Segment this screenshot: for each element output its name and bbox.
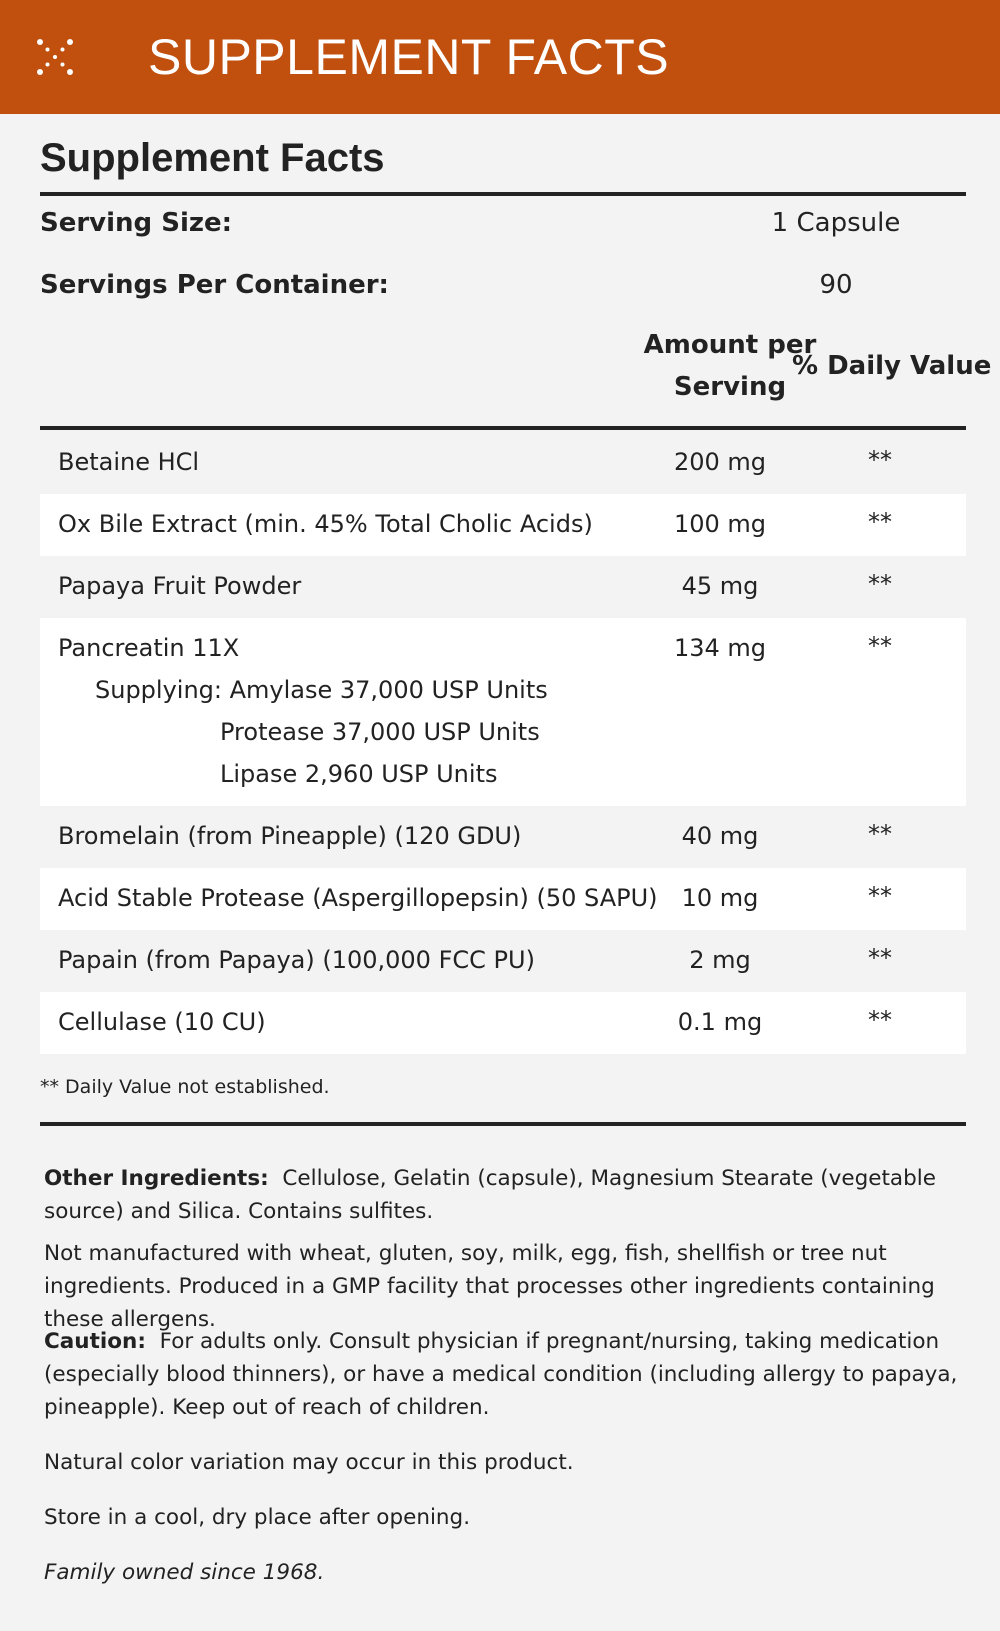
divider-header	[40, 426, 966, 430]
ingredient-daily-value: **	[868, 882, 892, 910]
caution-label: Caution:	[44, 1329, 146, 1354]
table-row	[40, 618, 966, 806]
ingredient-name: Papain (from Papaya) (100,000 FCC PU)	[58, 946, 535, 974]
ingredient-amount: 2 mg	[689, 946, 751, 974]
table-row	[40, 868, 966, 930]
servings-per-container-value: 90	[819, 270, 853, 300]
pancreatin-sub-amylase: Supplying: Amylase 37,000 USP Units	[95, 676, 548, 704]
column-header-amount-line2: Serving	[673, 372, 787, 402]
ingredient-name: Ox Bile Extract (min. 45% Total Cholic Acids)	[58, 510, 593, 538]
other-ingredients-label: Other Ingredients:	[44, 1166, 269, 1191]
other-ingredients	[44, 1162, 964, 1228]
color-variation-note: Natural color variation may occur in this product.	[44, 1450, 574, 1475]
table-row	[40, 930, 966, 992]
allergen-statement: Not manufactured with wheat, gluten, soy, milk, egg, fish, shellfish or tree nut ingredients. Produced in a GMP facility that processes other ingredients containing these allergens.	[44, 1241, 935, 1332]
ingredient-amount: 100 mg	[673, 510, 767, 538]
storage-note: Store in a cool, dry place after opening.	[44, 1505, 471, 1530]
header-bar	[0, 0, 1000, 114]
ingredient-name: Betaine HCl	[58, 448, 200, 476]
ingredient-name: Acid Stable Protease (Aspergillopepsin) (50 SAPU)	[58, 884, 658, 912]
pancreatin-sub-protease: Protease 37,000 USP Units	[220, 718, 540, 746]
ingredient-amount: 45 mg	[681, 572, 759, 600]
column-header-daily-value: % Daily Value	[792, 351, 992, 381]
daily-value-footnote: ** Daily Value not established.	[40, 1076, 330, 1098]
table-row	[40, 494, 966, 556]
table-row	[40, 556, 966, 618]
divider-bottom	[40, 1122, 966, 1126]
table-row	[40, 806, 966, 868]
caution-text: For adults only. Consult physician if pregnant/nursing, taking medication (especially blood thinners), or have a medical condition (including allergy to papaya, pineapple). Keep out of reach of children.	[44, 1329, 958, 1420]
ingredient-daily-value: **	[868, 508, 892, 536]
table-row	[40, 432, 966, 494]
ingredient-daily-value: **	[868, 570, 892, 598]
ingredient-daily-value: **	[868, 1006, 892, 1034]
pancreatin-sub-lipase: Lipase 2,960 USP Units	[220, 760, 498, 788]
divider-top	[40, 192, 966, 196]
ingredient-daily-value: **	[868, 944, 892, 972]
ingredient-name: Papaya Fruit Powder	[58, 572, 302, 600]
ingredient-daily-value: **	[868, 446, 892, 474]
serving-size-label: Serving Size:	[40, 208, 233, 238]
ingredient-name: Bromelain (from Pineapple) (120 GDU)	[58, 822, 522, 850]
ingredient-amount: 134 mg	[673, 634, 767, 662]
other-ingredients-text: Cellulose, Gelatin (capsule), Magnesium Stearate (vegetable source) and Silica. Contains sulfites.	[44, 1166, 936, 1224]
column-header-amount-line1: Amount per	[643, 330, 817, 360]
serving-size-value: 1 Capsule	[771, 208, 901, 238]
facts-title: Supplement Facts	[40, 136, 385, 180]
ingredient-amount: 200 mg	[673, 448, 767, 476]
ingredient-daily-value: **	[868, 820, 892, 848]
ingredient-daily-value: **	[868, 632, 892, 660]
caution-statement	[44, 1325, 964, 1424]
ingredient-amount: 10 mg	[681, 884, 759, 912]
ingredient-name: Pancreatin 11X	[58, 634, 240, 662]
header-title: SUPPLEMENT FACTS	[148, 29, 670, 85]
ingredient-name: Cellulase (10 CU)	[58, 1008, 266, 1036]
table-row	[40, 992, 966, 1054]
family-owned-note: Family owned since 1968.	[44, 1560, 325, 1585]
servings-per-container-label: Servings Per Container:	[40, 270, 389, 300]
sparkle-cross-icon	[36, 38, 74, 76]
ingredient-amount: 0.1 mg	[677, 1008, 763, 1036]
ingredient-amount: 40 mg	[681, 822, 759, 850]
